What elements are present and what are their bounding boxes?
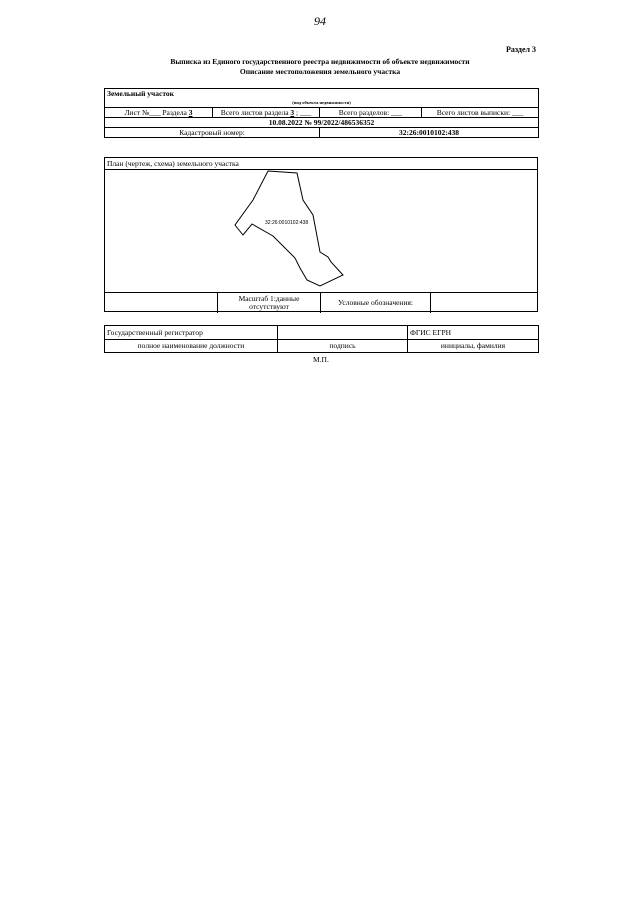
object-type: Земельный участок (105, 89, 539, 99)
registrar-role: Государственный регистратор (105, 326, 278, 340)
registrar-org: ФГИС ЕГРН (408, 326, 539, 340)
section-label: Раздел 3 (505, 45, 536, 54)
parcel-drawing (105, 170, 537, 292)
legend-label: Условные обозначения: (320, 293, 430, 313)
sheet-number: Лист №___ (124, 107, 161, 117)
page-number: 94 (314, 14, 326, 28)
parcel-label: 32:26:0010102:438 (265, 220, 309, 226)
total-section-sheets-label: Всего листов раздела (220, 107, 289, 117)
plan-title: План (чертеж, схема) земельного участка (107, 159, 239, 168)
signature-caption: подпись (278, 340, 408, 353)
cadastral-number: 32:26:0010102:438 (320, 128, 539, 138)
extract-info-table (104, 88, 539, 138)
parcel-boundary (235, 171, 343, 286)
object-type-caption: (вид объекта недвижимости) (105, 99, 539, 108)
plan-legend-row (105, 292, 537, 313)
total-section-sheets-value: 3 (290, 107, 295, 117)
legend-symbol-cell (430, 293, 540, 313)
total-sections: Всего разделов: ___ (320, 108, 422, 118)
scale-text: Масштаб 1:данные отсутствуют (217, 293, 320, 313)
plan-box (104, 157, 538, 312)
section-sheet-value: 3 (188, 107, 193, 117)
sheet-cell (105, 108, 213, 118)
signature-table (104, 325, 539, 353)
total-extract-sheets: Всего листов выписки: ___ (422, 108, 539, 118)
role-caption: полное наименование должности (105, 340, 278, 353)
section-sheet-label: Раздела (162, 107, 187, 117)
date-and-number: 10.08.2022 № 99/2022/486536352 (105, 118, 539, 128)
name-caption: инициалы, фамилия (408, 340, 539, 353)
document-subtitle: Описание местоположения земельного участка (239, 67, 401, 76)
total-section-sheets-cell: Всего листов раздела 3 ; ___ (213, 108, 320, 118)
cadastral-label: Кадастровый номер: (105, 128, 320, 138)
plan-scale-cell (105, 293, 217, 313)
document-title: Выписка из Единого государственного реестра недвижимости об объекте недвижимости (170, 57, 470, 66)
stamp-place: М.П. (313, 355, 329, 364)
signature-field (278, 326, 408, 340)
